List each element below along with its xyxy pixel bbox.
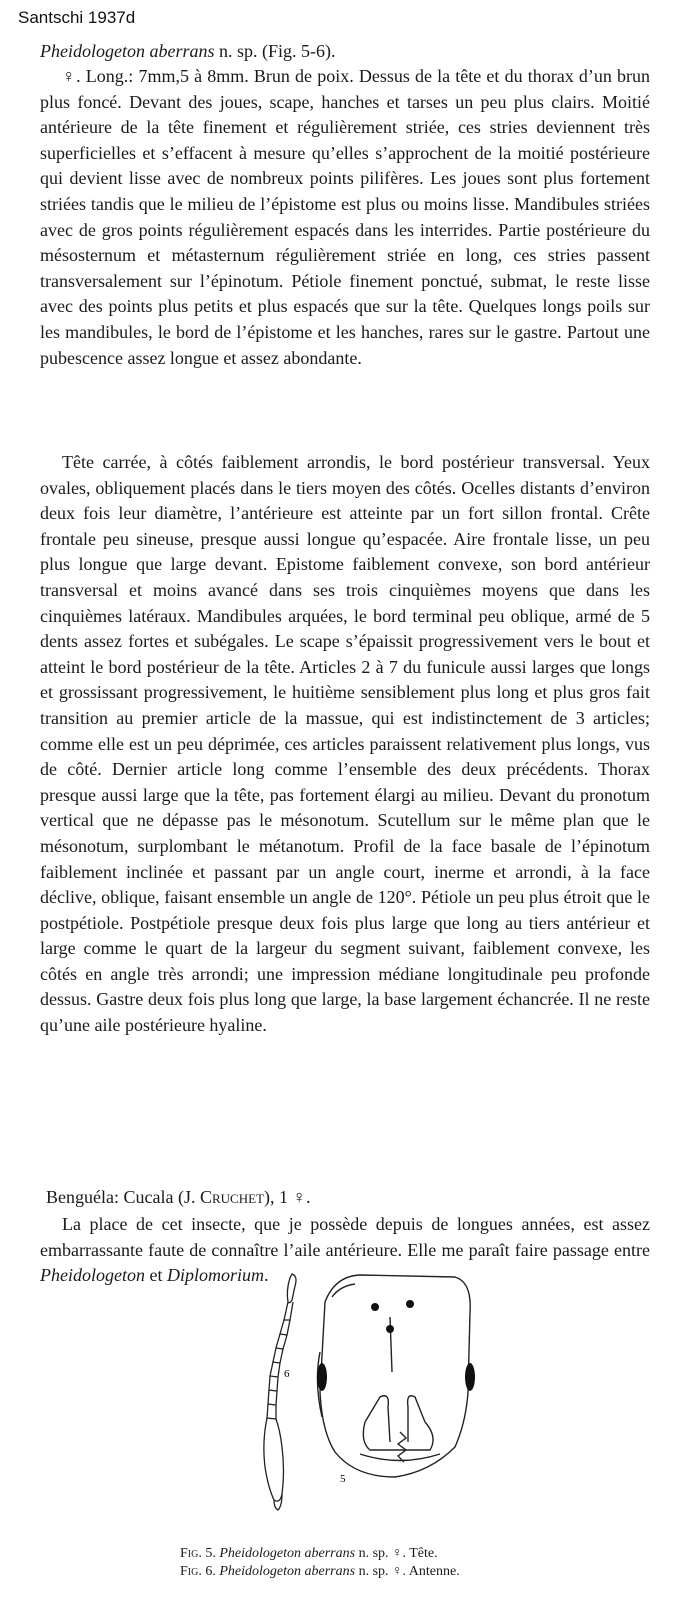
figure-caption-5 — [180, 1545, 620, 1562]
caption-species: Pheidologeton aberrans — [219, 1564, 356, 1579]
figure-label-antenna: 6 — [284, 1368, 290, 1380]
description-paragraph-2: Tête carrée, à côtés faiblement arrondis, le bord postérieur transversal. Yeux ovales, obliquement placés dans le tiers moyen des côtés. Ocelles distants d’environ deux fois leur diamètre, l’antérieure est atteinte par un fort sillon frontal. Crête frontale peu sineuse, presque aussi longue qu’espacée. Aire frontale lisse, un peu plus longue que large devant. Epistome faiblement convexe, son bord antérieur transversal et moins avancé dans ses trois cinquièmes moyens que dans les cinquièmes latéraux. Mandibules arquées, le bord terminal peu oblique, armé de 5 dents assez fortes et subégales. Le scape s’épaissit progressivement vers le bout et atteint le bord postérieur de la tête. Articles 2 à 7 du funicule aussi larges que longs et grossissant progressivement, le huitième sensiblement plus long et plus gros fait transition au premier article de la massue, qui est indistinctement de 3 articles; comme elle est un peu déprimée, ces articles paraissent relativement plus longs, vus de côté. Dernier article long comme l’ensemble des deux précédents. Thorax presque aussi large que la tête, pas fortement élargi au milieu. Devant du pronotum vertical que ne dépasse pas le mésonotum. Scutellum sur le même plan que le mésonotum, surplombant le métanotum. Profil de la face basale de l’épinotum faiblement inclinée et passant par un angle court, inerme et arrondi, à la face déclive, oblique, faisant ensemble un angle de 120°. Pétiole un peu plus étroit que le postpétiole. Postpétiole presque deux fois plus large que long au tiers antérieur et large comme le quart de la largeur du segment suivant, faiblement convexe, les côtés en angle très arrondi; une impression médiane longitudinale peu profonde dessus. Gastre deux fois plus long que large, la base largement échancrée. Il ne reste qu’une aile postérieure hyaline. — [40, 452, 650, 1036]
remarks-text-before: La place de cet insecte, que je possède depuis de longues années, est assez embarrassante faute de connaître l’aile antérieure. Elle me paraît faire passage entre — [40, 1214, 650, 1260]
remarks-text-middle: et — [144, 1265, 167, 1286]
right-eye-icon — [465, 1363, 475, 1391]
remarks-text-after: . — [264, 1265, 269, 1286]
antenna-drawing — [264, 1274, 296, 1510]
running-title: Santschi 1937d — [18, 8, 136, 27]
species-name: Pheidologeton aberrans — [40, 41, 215, 61]
locality-collector: Cruchet — [199, 1187, 264, 1207]
locality-tail: ), 1 ♀. — [263, 1187, 311, 1207]
ocellus-left-icon — [371, 1303, 379, 1311]
ocellus-anterior-icon — [386, 1325, 394, 1333]
caption-rest: n. sp. ♀. Tête. — [355, 1546, 438, 1561]
caption-fig-label: Fig. 6. — [180, 1564, 216, 1579]
caption-species: Pheidologeton aberrans — [219, 1546, 356, 1561]
figure-label-head: 5 — [340, 1473, 346, 1485]
ocellus-right-icon — [406, 1300, 414, 1308]
description-paragraph-1: ♀. Long.: 7mm,5 à 8mm. Brun de poix. Dessus de la tête et du thorax d’un brun plus foncé. Devant des joues, scape, hanches et tarses un peu plus clairs. Moitié antérieure de la tête finement et régulièrement striée, ces stries deviennent très superficielles et s’effacent à mesure qu’elles s’approchent de la moitié postérieure qui devient lisse avec de nombreux points pilifères. Les joues sont plus fortement striées tandis que le milieu de l’épistome est plus ou moins lisse. Mandibules striées avec de gros points régulièrement espacés dans les interrides. Partie postérieure du mésosternum et métasternum régulièrement striée en long, ces stries passent transversalement sur l’épinotum. Pétiole finement ponctué, submat, le reste lisse avec des points plus petits et plus espacés que sur la tête. Quelques longs poils sur les mandibules, le bord de l’épistome et les hanches, rares sur le gastre. Partout une pubescence assez longue et assez abondante. — [40, 66, 650, 368]
remarks-genus-2: Diplomorium — [166, 1265, 264, 1286]
species-heading — [40, 38, 335, 64]
remarks-genus-1: Pheidologeton — [40, 1265, 145, 1286]
caption-rest: n. sp. ♀. Antenne. — [355, 1564, 460, 1579]
ant-drawing — [240, 1272, 480, 1532]
left-eye-icon — [317, 1363, 327, 1391]
locality-place: Benguéla: Cucala (J. — [46, 1187, 200, 1207]
figure-caption-6 — [180, 1563, 620, 1580]
locality-line — [46, 1184, 310, 1210]
head-drawing — [317, 1275, 470, 1477]
species-heading-suffix: n. sp. (Fig. 5-6). — [214, 41, 336, 61]
figure-illustration — [240, 1272, 480, 1532]
caption-fig-label: Fig. 5. — [180, 1546, 216, 1561]
